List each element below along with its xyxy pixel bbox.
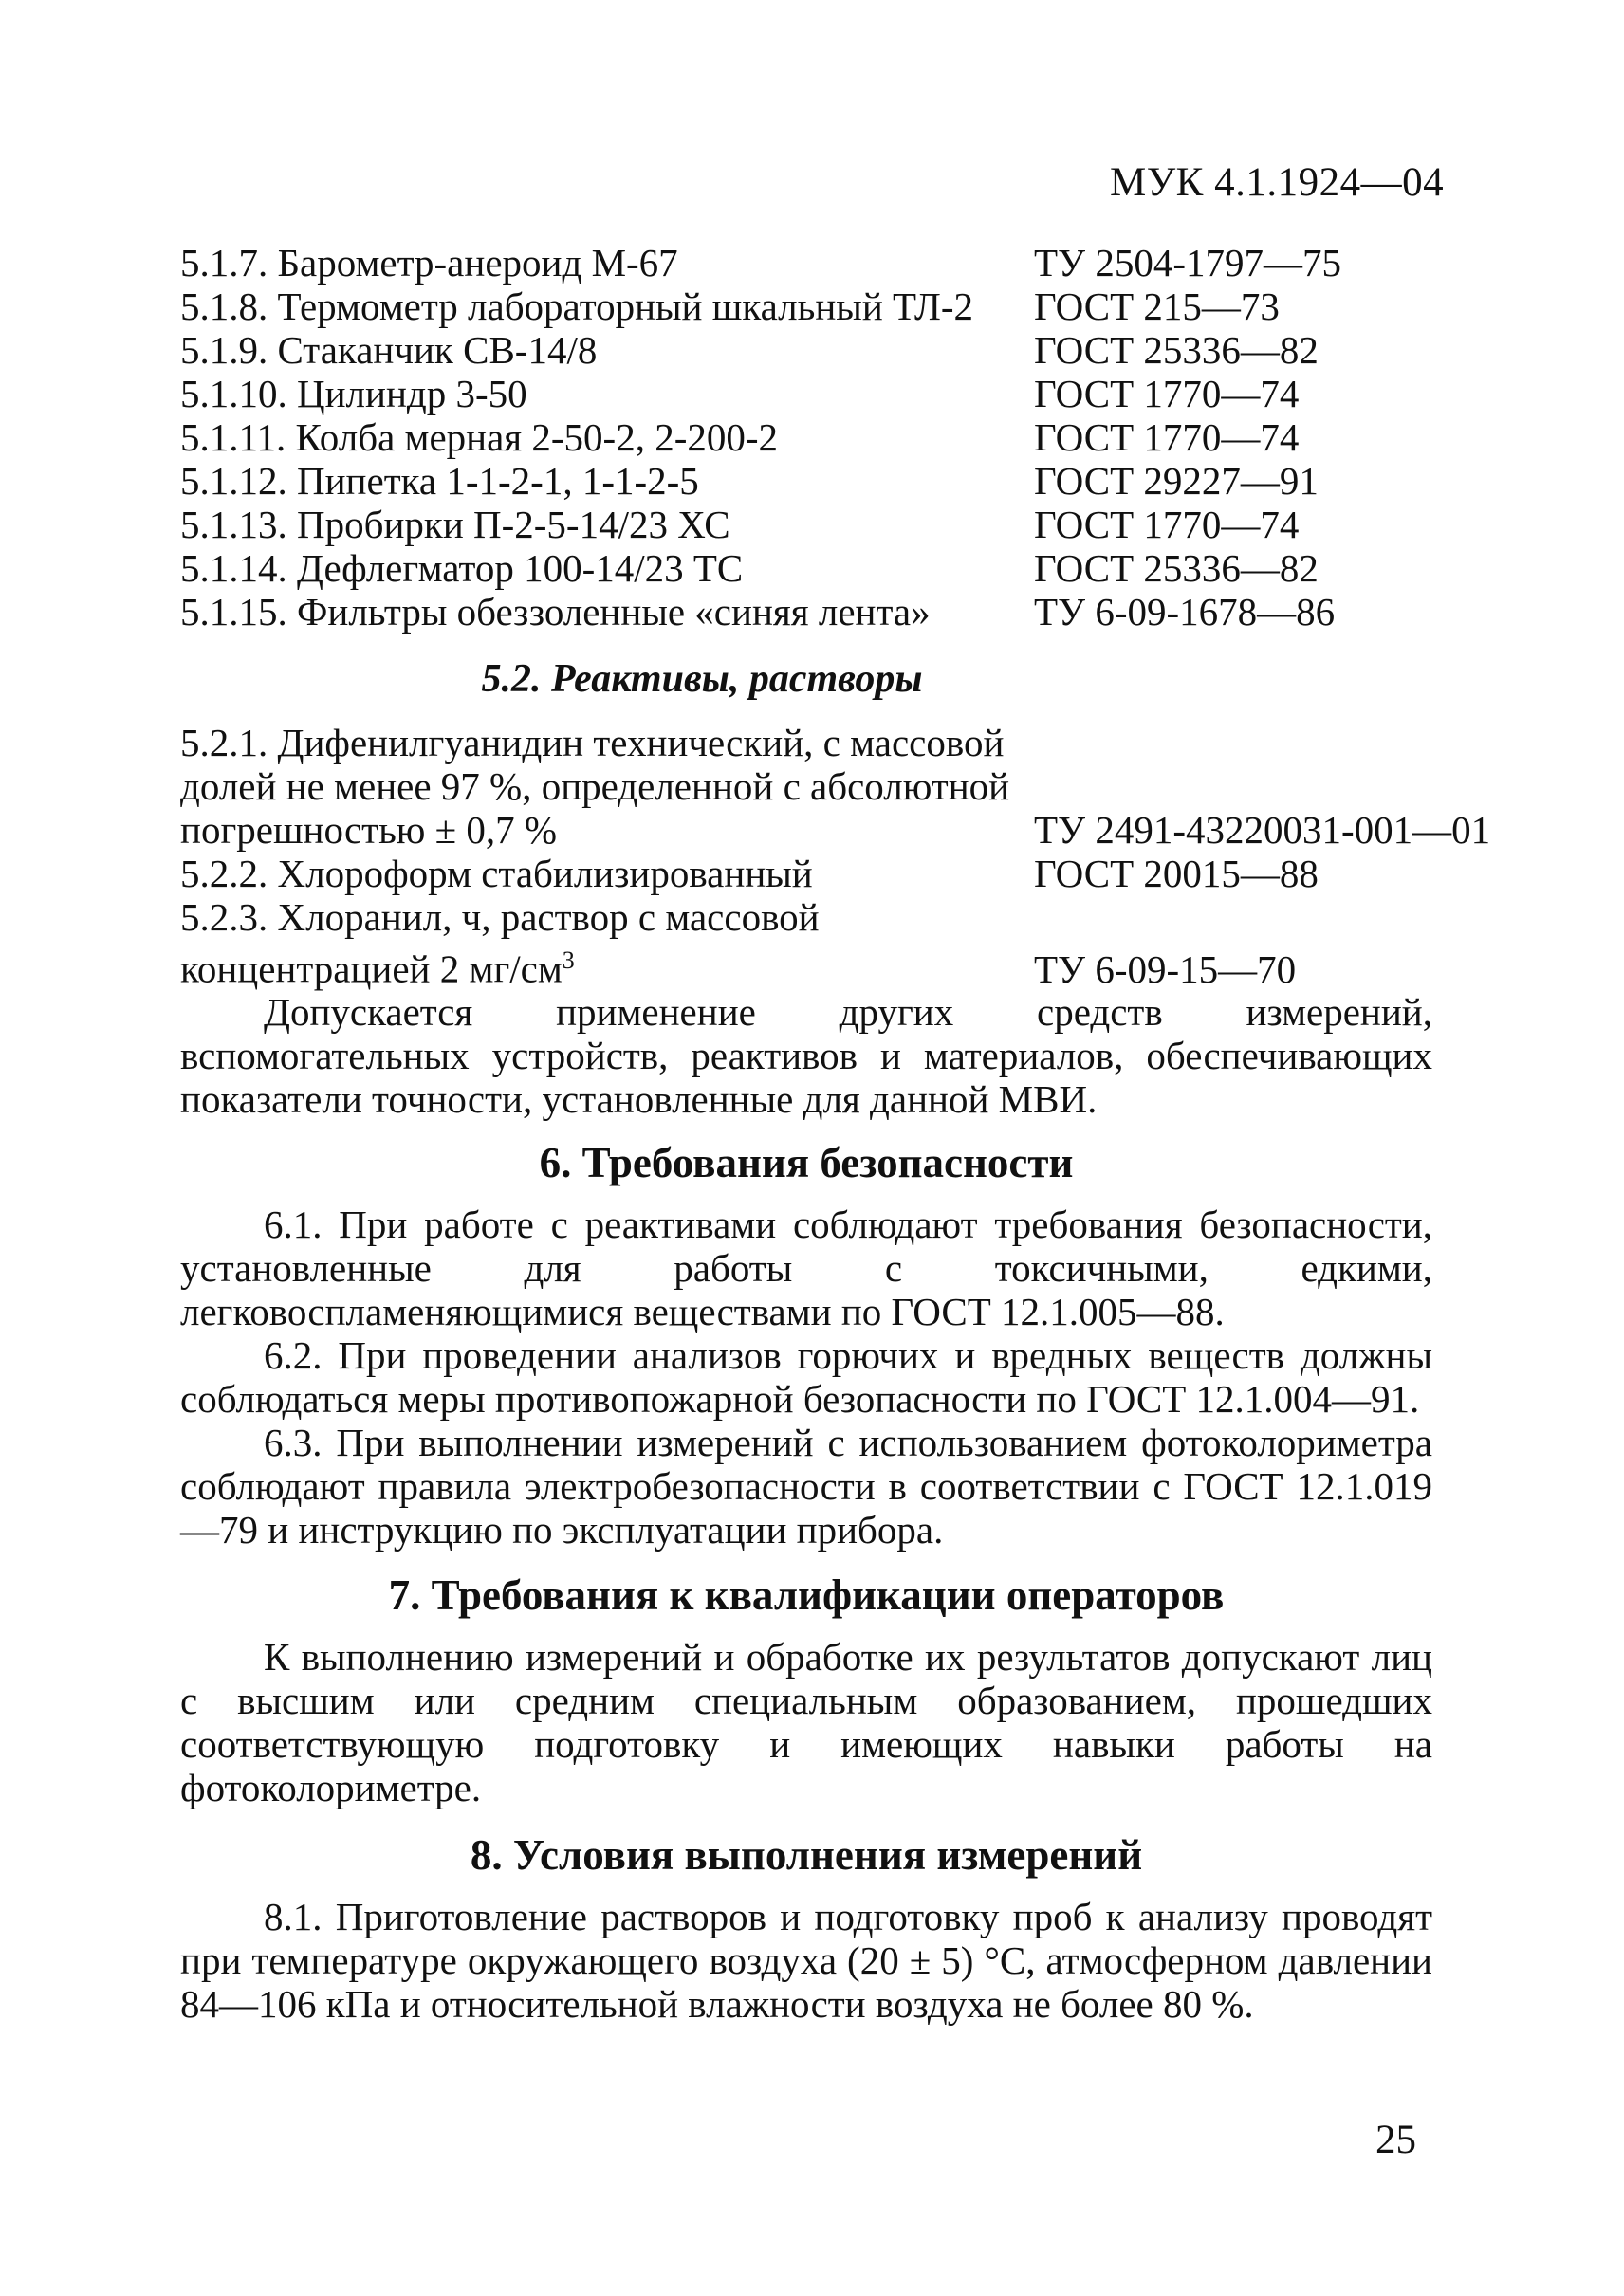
paragraph: Допускается применение других средств измерений, вспомогательных устройств, реактивов и материалов, обеспечивающих показатели точности, установленные для данной МВИ.: [180, 990, 1432, 1121]
paragraph: 8.1. Приготовление растворов и подготовку проб к анализу проводят при температуре окружающего воздуха (20 ± 5) °С, атмосферном давлении 84—106 кПа и относительной влажности воздуха не более 80 %.: [180, 1895, 1432, 2026]
list-item: [180, 852, 1508, 895]
document-code: МУК 4.1.1924—04: [1110, 160, 1445, 205]
equipment-standard: ГОСТ 29227—91: [1034, 459, 1319, 503]
equipment-list: [180, 241, 1489, 634]
section-8-title: 8. Условия выполнения измерений: [470, 1831, 1143, 1879]
equipment-standard: ТУ 2504-1797—75: [1034, 241, 1341, 285]
equipment-name: 5.1.9. Стаканчик СВ-14/8: [180, 328, 598, 372]
list-item: [180, 546, 1489, 590]
list-item: [180, 372, 1489, 415]
equipment-name: 5.1.11. Колба мерная 2-50-2, 2-200-2: [180, 415, 779, 459]
paragraph: К выполнению измерений и обработке их результатов допускают лиц с высшим или средним специальным образованием, прошедших соответствующую подготовку и имеющих навыки работы на фотоколориметре.: [180, 1635, 1432, 1809]
equipment-standard: ГОСТ 1770—74: [1034, 372, 1300, 415]
reagent-text: [180, 895, 1015, 991]
list-item: [180, 503, 1489, 546]
section-7-body: [180, 1635, 1432, 1809]
paragraph: 6.2. При проведении анализов горючих и вредных веществ должны соблюдаться меры противопожарной безопасности по ГОСТ 12.1.004—91.: [180, 1333, 1432, 1421]
list-item: [180, 459, 1489, 503]
list-item: [180, 328, 1489, 372]
reagent-text: 5.2.1. Дифенилгуанидин технический, с массовой долей не менее 97 %, определенной с абсолютной погрешностью ± 0,7 %: [180, 721, 1010, 852]
equipment-name: 5.1.8. Термометр лабораторный шкальный ТЛ-2: [180, 285, 973, 328]
section-6-title: 6. Требования безопасности: [539, 1139, 1074, 1186]
equipment-standard: ГОСТ 1770—74: [1034, 503, 1300, 546]
equipment-standard: ГОСТ 25336—82: [1034, 328, 1319, 372]
section-7-title: 7. Требования к квалификации операторов: [388, 1571, 1225, 1619]
list-item: [180, 415, 1489, 459]
equipment-name: 5.1.7. Барометр-анероид М-67: [180, 241, 678, 285]
equipment-name: 5.1.14. Дефлегматор 100-14/23 ТС: [180, 546, 744, 590]
reagent-text: 5.2.2. Хлороформ стабилизированный: [180, 852, 813, 895]
list-item: [180, 285, 1489, 328]
equipment-name: 5.1.10. Цилиндр 3-50: [180, 372, 527, 415]
reagent-standard: ТУ 2491-43220031-001—01: [1034, 808, 1491, 852]
equipment-standard: ТУ 6-09-1678—86: [1034, 590, 1336, 634]
equipment-name: 5.1.12. Пипетка 1-1-2-1, 1-1-2-5: [180, 459, 699, 503]
page-number: 25: [1375, 2118, 1416, 2162]
section-8-body: [180, 1895, 1432, 2026]
reagent-standard: ГОСТ 20015—88: [1034, 852, 1319, 895]
reagents-list: [180, 721, 1508, 991]
equipment-standard: ГОСТ 215—73: [1034, 285, 1280, 328]
equipment-standard: ГОСТ 25336—82: [1034, 546, 1319, 590]
section-6-body: [180, 1203, 1432, 1552]
list-item: [180, 241, 1489, 285]
list-item: [180, 590, 1489, 634]
superscript: 3: [562, 946, 575, 974]
reagent-standard: ТУ 6-09-15—70: [1034, 946, 1297, 991]
list-item: [180, 895, 1508, 991]
equipment-name: 5.1.13. Пробирки П-2-5-14/23 ХС: [180, 503, 730, 546]
reagent-text-main: 5.2.3. Хлоранил, ч, раствор с массовой концентрацией 2 мг/см: [180, 895, 820, 991]
allowed-note: [180, 990, 1432, 1121]
equipment-standard: ГОСТ 1770—74: [1034, 415, 1300, 459]
paragraph: 6.3. При выполнении измерений с использованием фотоколориметра соблюдают правила электробезопасности в соответствии с ГОСТ 12.1.019—79 и инструкцию по эксплуатации прибора.: [180, 1421, 1432, 1552]
list-item: [180, 721, 1508, 852]
reagents-subheading: 5.2. Реактивы, растворы: [481, 657, 923, 701]
equipment-name: 5.1.15. Фильтры обеззоленные «синяя лента»: [180, 590, 931, 634]
paragraph: 6.1. При работе с реактивами соблюдают требования безопасности, установленные для работы с токсичными, едкими, легковоспламеняющимися веществами по ГОСТ 12.1.005—88.: [180, 1203, 1432, 1333]
